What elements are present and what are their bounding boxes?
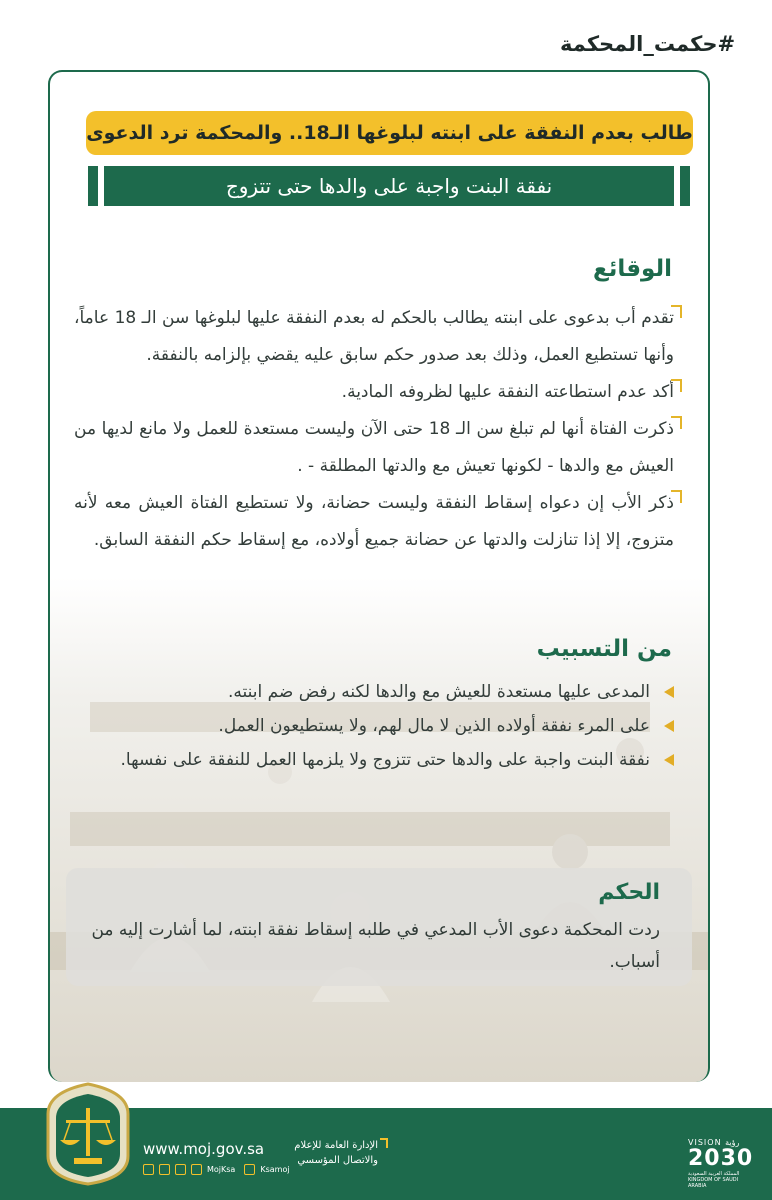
subheadline-banner: نفقة البنت واجبة على والدها حتى تتزوج <box>88 166 690 206</box>
social-links <box>143 1162 294 1176</box>
social-handle: MojKsa <box>207 1164 236 1174</box>
vision-2030-logo <box>688 1138 758 1189</box>
corner-bracket-icon <box>380 1138 388 1148</box>
hashtag-title: #حكمت_المحكمة <box>560 32 736 56</box>
facts-title: الوقائع <box>593 256 672 282</box>
verdict-title: الحكم <box>598 880 660 905</box>
triangle-bullet-icon <box>664 754 674 766</box>
instagram-icon[interactable] <box>159 1164 170 1175</box>
fact-item: ذكرت الفتاة أنها لم تبلغ سن الـ 18 حتى الآن وليست مستعدة للعمل ولا مانع لديها من العيش مع والدها - لكونها تعيش مع والدتها المطلقة - . <box>74 411 674 485</box>
social-handle: Ksamoj <box>260 1164 290 1174</box>
fact-item: تقدم أب بدعوى على ابنته يطالب بالحكم له بعدم النفقة عليها لبلوغها سن الـ 18 عاماً، وأنها تستطيع العمل، وذلك بعد صدور حكم سابق عليه يقضي بإلزامه بالنفقة. <box>74 300 674 374</box>
website-link[interactable]: www.moj.gov.sa <box>143 1140 265 1158</box>
twitter-icon[interactable] <box>143 1164 154 1175</box>
verdict-box <box>66 868 692 986</box>
reasoning-title: من التسبيب <box>536 636 672 662</box>
vision-word: VISION رؤية <box>688 1138 740 1147</box>
linkedin-icon[interactable] <box>191 1164 202 1175</box>
corner-bracket-icon <box>671 305 682 318</box>
snapchat-icon[interactable] <box>175 1164 186 1175</box>
facts-list <box>74 300 674 559</box>
triangle-bullet-icon <box>664 686 674 698</box>
vision-year: 2030 <box>688 1146 754 1171</box>
verdict-text: ردت المحكمة دعوى الأب المدعي في طلبه إسقاط نفقة ابنته، لما أشارت إليه من أسباب. <box>91 920 660 972</box>
department-name: الإدارة العامة للإعلام والاتصال المؤسسي <box>294 1140 378 1166</box>
youtube-icon[interactable] <box>244 1164 255 1175</box>
reasoning-item: على المرء نفقة أولاده الذين لا مال لهم، ولا يستطيعون العمل. <box>74 710 674 742</box>
vision-subtitle: المملكة العربية السعودية KINGDOM OF SAUDI ARABIA <box>688 1171 740 1189</box>
triangle-bullet-icon <box>664 720 674 732</box>
corner-bracket-icon <box>671 379 682 392</box>
corner-bracket-icon <box>671 490 682 503</box>
courtroom-background-image <box>50 552 708 1082</box>
reasoning-item: المدعى عليها مستعدة للعيش مع والدها لكنه رفض ضم ابنته. <box>74 676 674 708</box>
headline-banner: طالب بعدم النفقة على ابنته لبلوغها الـ18.. والمحكمة ترد الدعوى <box>86 111 693 155</box>
fact-item: ذكر الأب إن دعواه إسقاط النفقة وليست حضانة، ولا تستطيع الفتاة العيش معه لأنه متزوج، إلا إذا تنازلت والدتها عن حضانة جميع أولاده، مع إسقاط حكم النفقة السابق. <box>74 485 674 559</box>
reasoning-list <box>74 676 674 778</box>
fact-item: أكد عدم استطاعته النفقة عليها لظروفه المادية. <box>74 374 674 411</box>
corner-bracket-icon <box>671 416 682 429</box>
reasoning-item: نفقة البنت واجبة على والدها حتى تتزوج ولا يلزمها العمل للنفقة على نفسها. <box>74 744 674 776</box>
ministry-logo-icon <box>44 1078 132 1186</box>
